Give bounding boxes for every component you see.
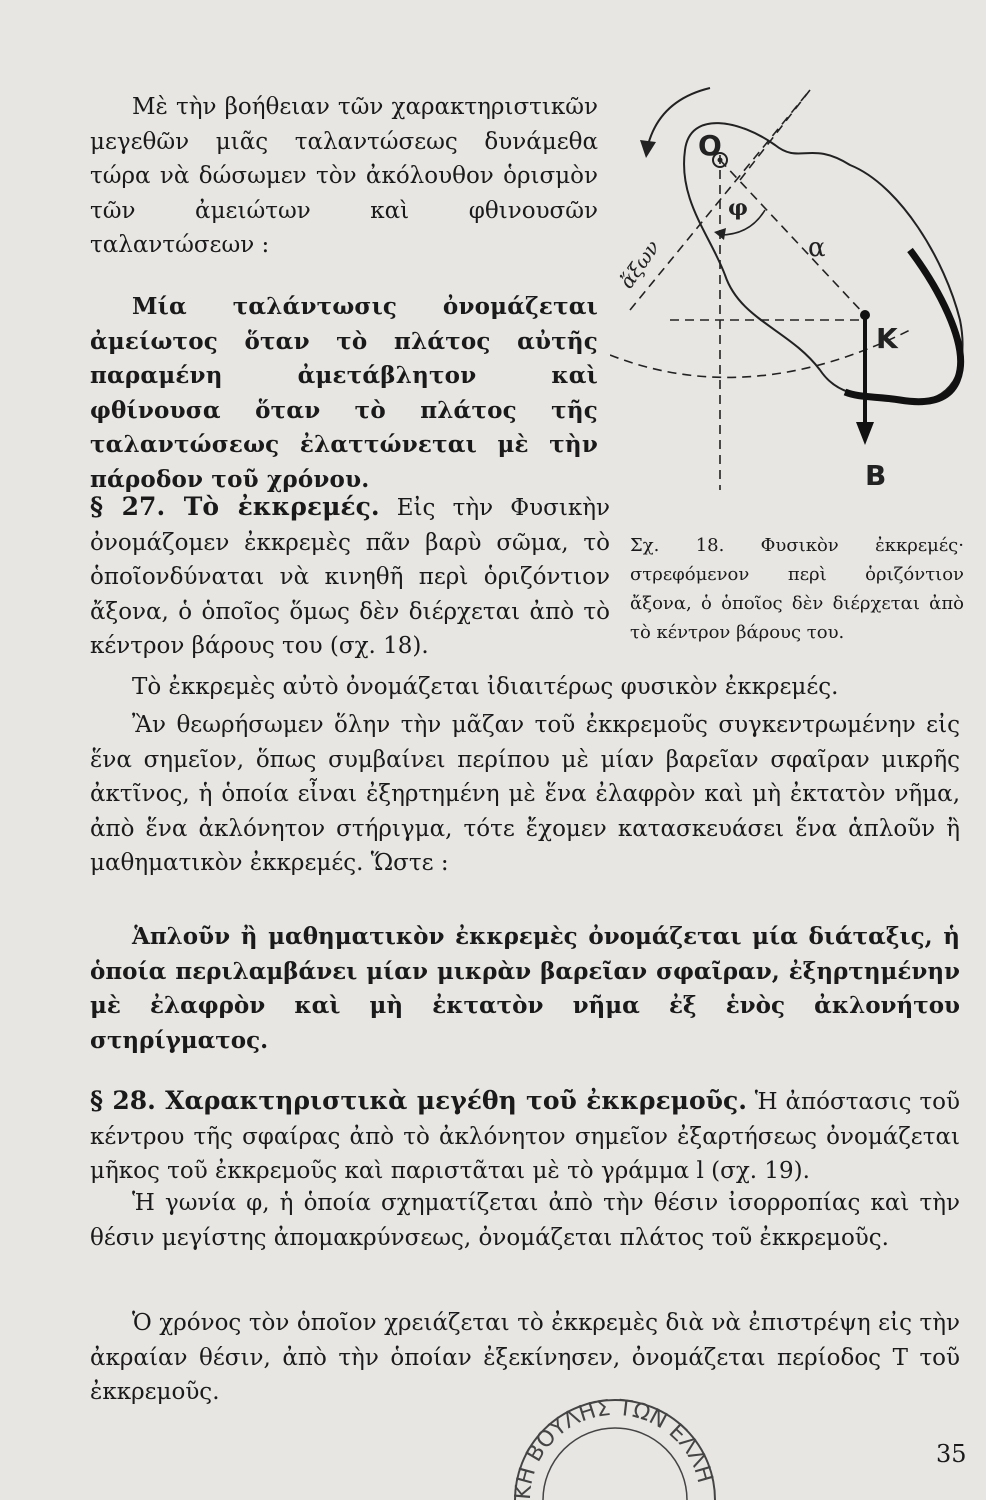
section-27-heading: § 27. Τὸ ἐκκρεμές. xyxy=(90,492,380,521)
section-28-paragraph xyxy=(90,1084,960,1189)
section-28-heading: § 28. Χαρακτηριστικὰ μεγέθη τοῦ ἐκκρεμοῦς. xyxy=(90,1086,747,1115)
period-paragraph: Ὁ χρόνος τὸν ὁποῖον χρειάζεται τὸ ἐκκρεμὲς διὰ νὰ ἐπιστρέψη εἰς τὴν ἀκραίαν θέσιν, ἀπὸ τὴν ὁποίαν ἐξεκίνησεν, ὀνομάζεται περίοδος Τ τοῦ ἐκκρεμοῦς. xyxy=(90,1310,960,1405)
label-axis: ἄξων xyxy=(614,235,665,293)
section-28-text: Ἡ ἀπόστασις τοῦ κέντρου τῆς σφαίρας ἀπὸ τὸ ἀκλόνητον σημεῖον ἐξαρτήσεως ὀνομάζεται μῆκος τοῦ ἐκκρεμοῦς καὶ παριστᾶται μὲ τὸ γράμμα l (σχ. 19). xyxy=(90,1089,960,1184)
label-K: K xyxy=(876,322,898,355)
physical-pendulum-paragraph: Τὸ ἐκκρεμὲς αὐτὸ ὀνομάζεται ἰδιαιτέρως φυσικὸν ἐκκρεμές. xyxy=(132,674,839,700)
page-number: 35 xyxy=(936,1440,967,1468)
library-stamp xyxy=(500,1380,720,1500)
simple-pendulum-intro-paragraph: Ἂν θεωρήσωμεν ὅλην τὴν μᾶζαν τοῦ ἐκκρεμοῦς συγκεντρωμένην εἰς ἕνα σημεῖον, ὅπως συμβαίνει περίπου μὲ μίαν βαρεῖαν σφαῖραν μικρῆς ἀκτῖνος, ἡ ὁποία εἶναι ἐξηρτημένη μὲ ἕνα ἐλαφρὸν καὶ μὴ ἐκτατὸν νῆμα, ἀπὸ ἕνα ἀκλόνητον στήριγμα, τότε ἔχομεν κατασκευάσει ἕνα ἁπλοῦν ἢ μαθηματικὸν ἐκκρεμές. Ὥστε : xyxy=(90,712,960,876)
stamp-text: ΚΗ ΒΟΥΛΗΣ ΤΩΝ ΕΛΛΗ xyxy=(510,1395,718,1500)
section-27-text: Εἰς τὴν Φυσικὴν ὀνομάζομεν ἐκκρεμὲς πᾶν βαρὺ σῶμα, τὸ ὁποῖονδύναται νὰ κινηθῆ περὶ ὁριζόντιον ἄξονα, ὁ ὁποῖος ὅμως δὲν διέρχεται ἀπὸ τὸ κέντρον βάρους του (σχ. 18). xyxy=(90,495,610,659)
upper-diagonal xyxy=(740,90,810,180)
weight-arrow-head xyxy=(856,422,874,445)
intro-paragraph: Μὲ τὴν βοήθειαν τῶν χαρακτηριστικῶν μεγεθῶν μιᾶς ταλαντώσεως δυνάμεθα τώρα νὰ δώσωμεν τὸν ἀκόλουθον ὁρισμὸν τῶν ἀμειώτων καὶ φθινουσῶν ταλαντώσεων : xyxy=(90,94,598,258)
pendulum-figure xyxy=(610,70,970,500)
label-alpha: α xyxy=(808,233,826,263)
figure-caption: Σχ. 18. Φυσικὸν ἐκκρεμές· στρεφόμενον περὶ ὁριζόντιον ἄξονα, ὁ ὁποῖος δὲν διέρχεται ἀπὸ τὸ κέντρον βάρους του. xyxy=(630,535,964,643)
damped-oscillation-definition: Μία ταλάντωσις ὀνομάζεται ἀμείωτος ὅταν τὸ πλάτος αὐτῆς παραμένη ἀμετάβλητον καὶ φθίνουσα ὅταν τὸ πλάτος τῆς ταλαντώσεως ἐλαττώνεται μὲ τὴν πάροδον τοῦ χρόνου. xyxy=(90,293,598,493)
section-27-paragraph xyxy=(90,490,610,664)
label-O: O xyxy=(698,129,722,162)
label-phi: φ xyxy=(728,195,748,221)
simple-pendulum-definition: Ἁπλοῦν ἢ μαθηματικὸν ἐκκρεμὲς ὀνομάζεται μία διάταξις, ἡ ὁποία περιλαμβάνει μίαν μικρὰν βαρεῖαν σφαῖραν, ἐξηρτημένην μὲ ἐλαφρὸν καὶ μὴ ἐκτατὸν νῆμα ἐξ ἑνὸς ἀκλονήτου στηρίγματος. xyxy=(90,923,960,1054)
label-B: B xyxy=(865,459,887,492)
rotation-arrow-head xyxy=(640,140,656,158)
angle-paragraph: Ἡ γωνία φ, ἡ ὁποία σχηματίζεται ἀπὸ τὴν θέσιν ἰσορροπίας καὶ τὴν θέσιν μεγίστης ἀπομακρύνσεως, ὀνομάζεται πλάτος τοῦ ἐκκρεμοῦς. xyxy=(90,1190,960,1251)
line-O-to-K xyxy=(720,160,865,315)
